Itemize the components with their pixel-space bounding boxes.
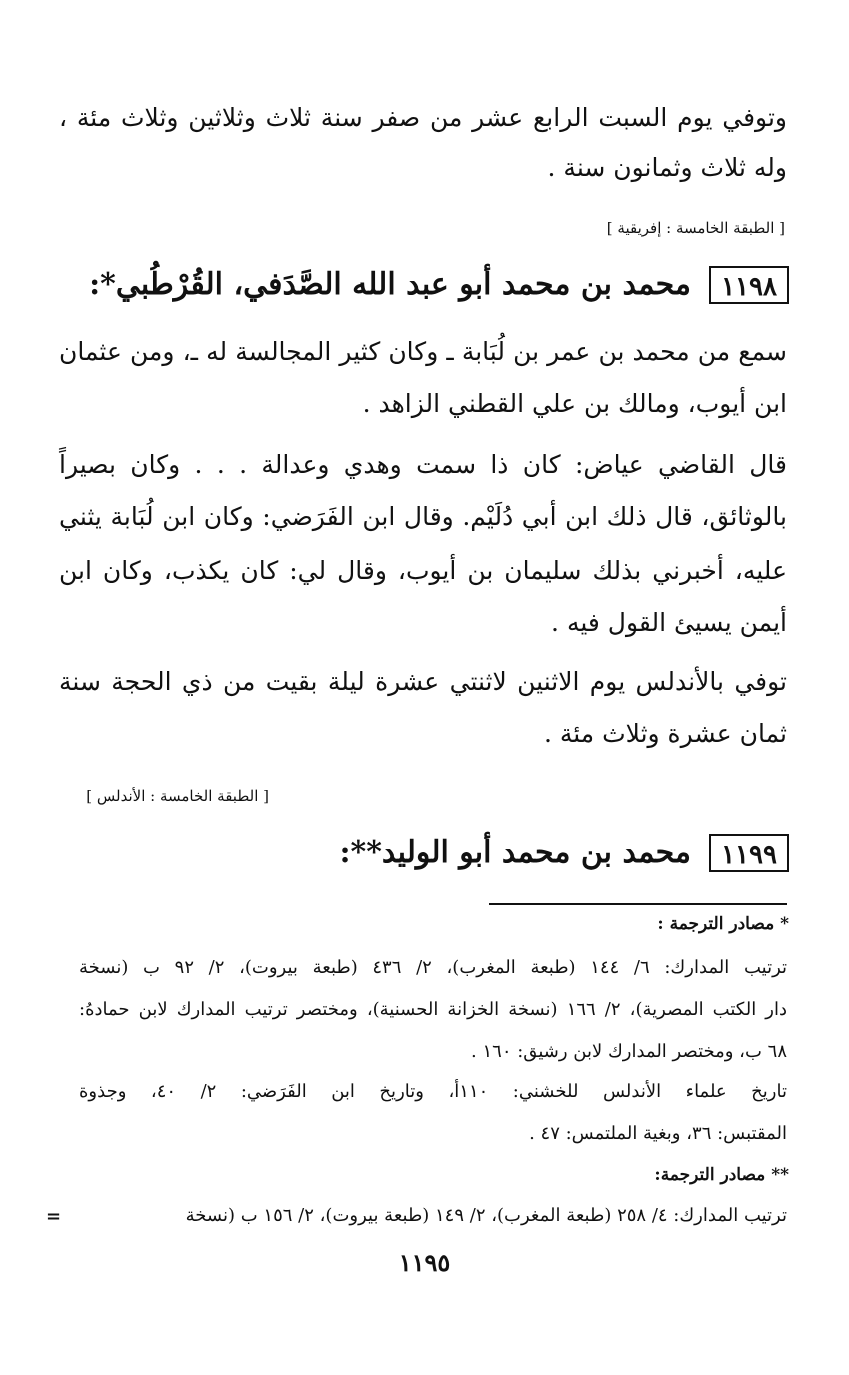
footnote-1-title: * مصادر الترجمة : [657,914,789,934]
entry-1198-name: محمد بن محمد أبو عبد الله الصَّدَفي، القُرْطُبي*: [89,267,691,302]
footnote-separator [489,903,787,905]
entry-1198-p1-line-1: سمع من محمد بن عمر بن لُبَابة ـ وكان كثير المجالسة له ـ، ومن عثمان [59,337,787,366]
continuation-mark: = [46,1206,62,1227]
entry-1199-number: ١١٩٩ [709,834,789,872]
entry-1198-p3-line-2: ثمان عشرة وثلاث مئة . [543,719,787,748]
entry-1198-p2-line-3: عليه، أخبرني بذلك سليمان بن أيوب، وقال لي: كان يكذب، وكان ابن [59,556,787,585]
entry-1198-number: ١١٩٨ [709,266,789,304]
footnote-1-line-5: المقتبس: ٣٦، وبغية الملتمس: ٤٧ . [529,1123,787,1144]
entry-1198-heading [89,262,789,308]
entry-1198-p1-line-2: ابن أيوب، ومالك بن علي القطني الزاهد . [362,389,787,418]
intro-line-2: وله ثلاث وثمانون سنة . [547,153,787,182]
entry-1199-tag: [ الطبقة الخامسة : الأندلس ] [86,787,269,805]
footnote-1-line-3: ٦٨ ب، ومختصر المدارك لابن رشيق: ١٦٠ . [471,1041,787,1062]
entry-1199-heading [339,830,789,876]
footnote-2-title: ** مصادر الترجمة: [654,1165,789,1185]
footnote-1-line-4: تاريخ علماء الأندلس للخشني: ١١٠أ، وتاريخ ابن الفَرَضي: ٢/ ٤٠، وجذوة [79,1081,787,1102]
intro-line-1: وتوفي يوم السبت الرابع عشر من صفر سنة ثلاث وثلاثين وثلاث مئة ، [59,103,787,132]
entry-1198-p2-line-2: بالوثائق، قال ذلك ابن أبي دُلَيْم. وقال ابن الفَرَضي: وكان ابن لُبَابة يثني [59,502,787,531]
entry-1198-p3-line-1: توفي بالأندلس يوم الاثنين لاثنتي عشرة ليلة بقيت من ذي الحجة سنة [59,667,787,696]
entry-1198-p2-line-1: قال القاضي عياض: كان ذا سمت وهدي وعدالة . . . وكان بصيراً [59,450,787,479]
entry-1198-tag: [ الطبقة الخامسة : إفريقية ] [606,219,785,237]
entry-1198-p2-line-4: أيمن يسيئ القول فيه . [551,608,787,637]
footnote-1-line-2: دار الكتب المصرية)، ٢/ ١٦٦ (نسخة الخزانة الحسنية)، ومختصر ترتيب المدارك لابن حمادهُ: [79,999,787,1020]
footnote-2-line-1: ترتيب المدارك: ٤/ ٢٥٨ (طبعة المغرب)، ٢/ ١٤٩ (طبعة بيروت)، ٢/ ١٥٦ ب (نسخة [185,1205,787,1226]
page-number: ١١٩٥ [398,1248,451,1277]
entry-1199-name: محمد بن محمد أبو الوليد**: [339,835,691,870]
footnote-1-line-1: ترتيب المدارك: ٦/ ١٤٤ (طبعة المغرب)، ٢/ ٤٣٦ (طبعة بيروت)، ٢/ ٩٢ ب (نسخة [79,957,788,978]
